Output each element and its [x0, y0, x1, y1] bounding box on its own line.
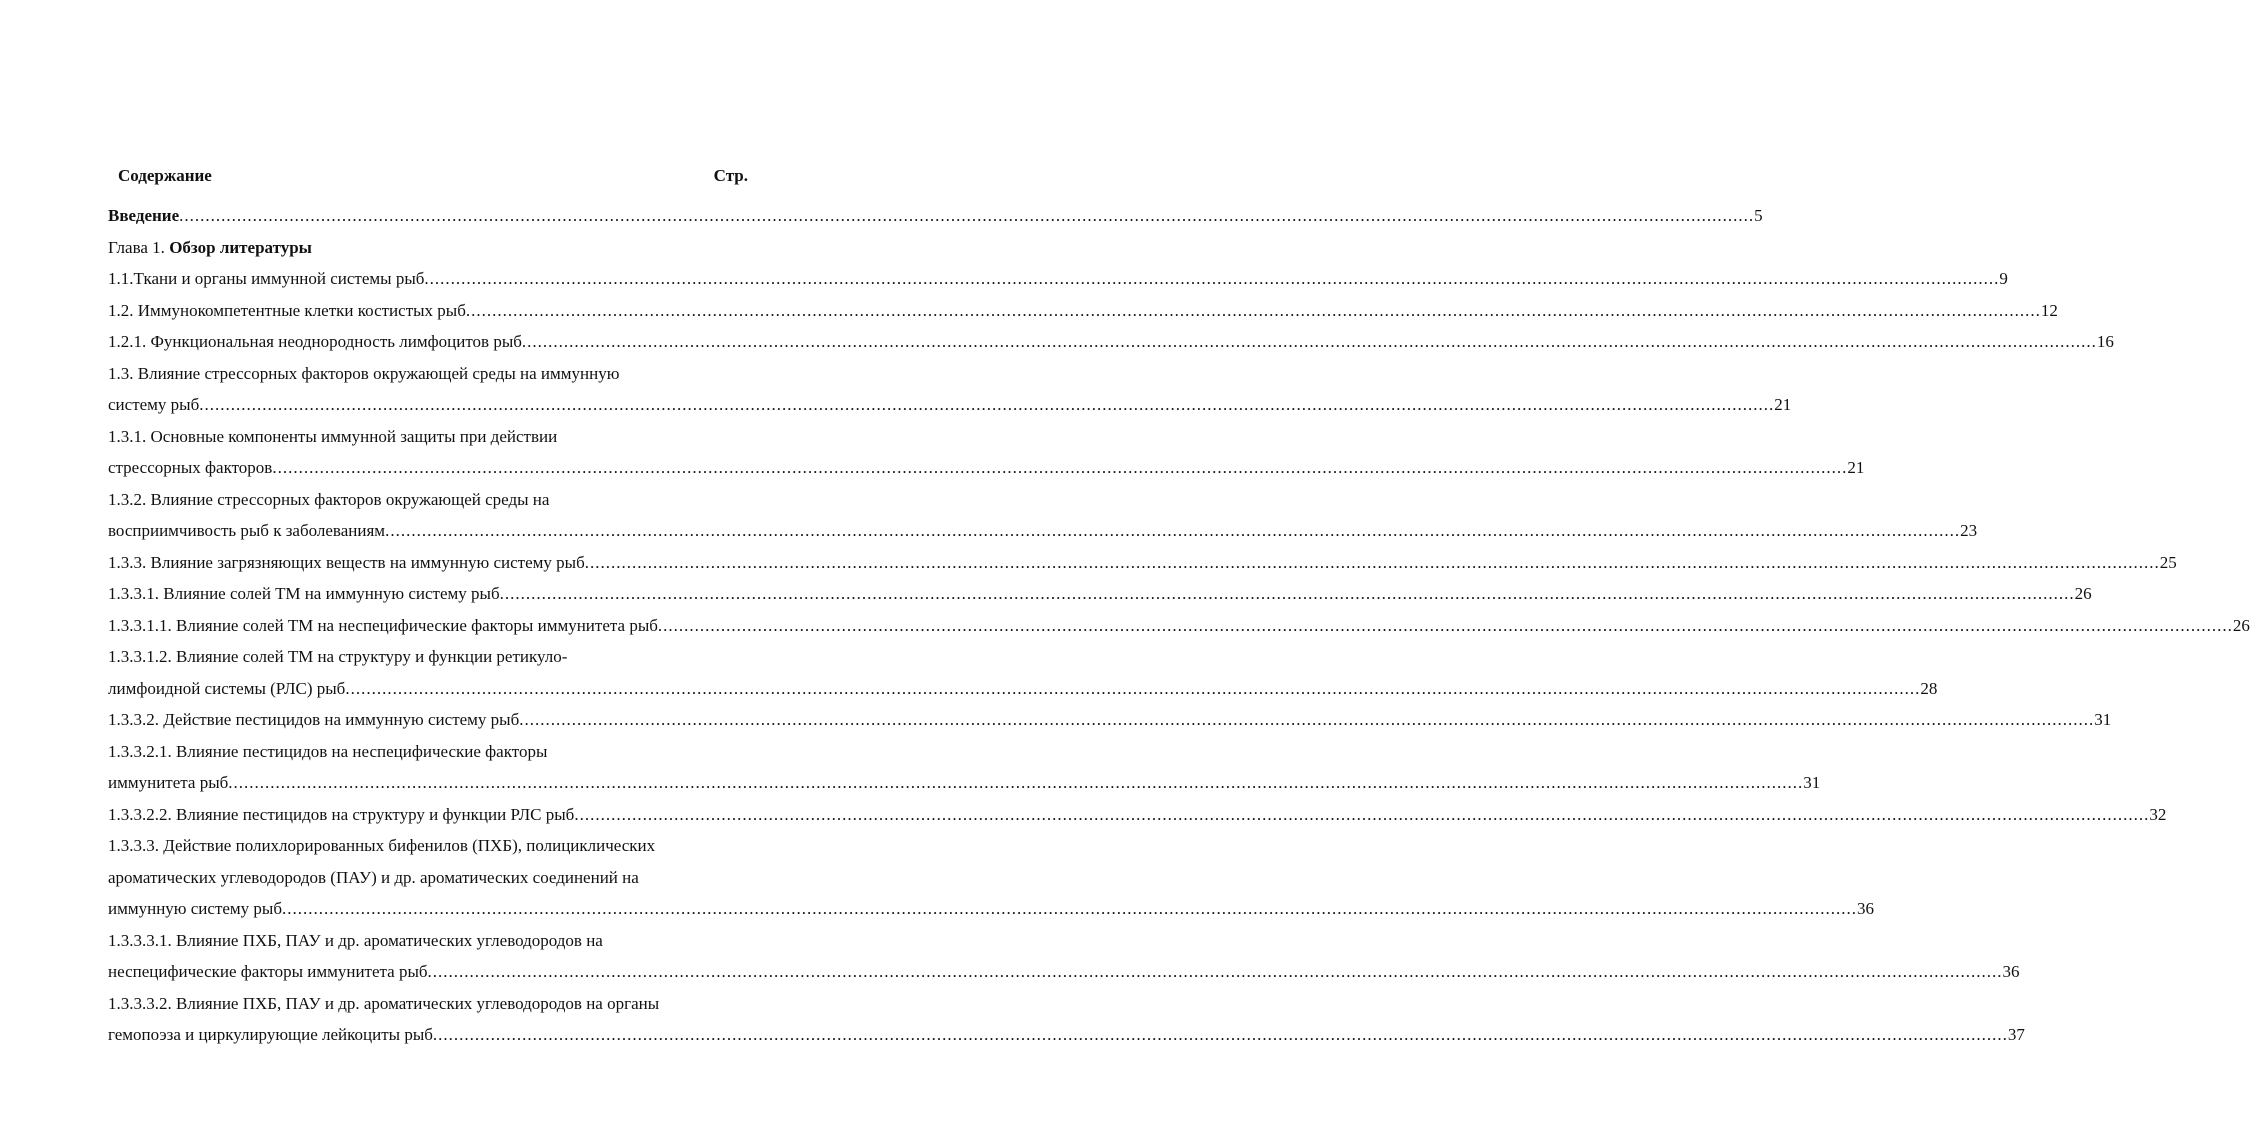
dot-leader: ............................................................................................................................................................................................................................................................................................................	[282, 899, 1858, 918]
dot-leader: ............................................................................................................................................................................................................................................................................................................	[179, 206, 1755, 225]
dot-leader: ............................................................................................................................................................................................................................................................................................................	[499, 584, 2075, 603]
toc-entry-text: 1.3.3.1.1. Влияние солей ТМ на неспецифические факторы иммунитета рыб	[108, 615, 658, 635]
chapter-title: Обзор литературы	[169, 237, 312, 257]
toc-entry	[108, 767, 1821, 799]
toc-entry-text: неспецифические факторы иммунитета рыб	[108, 962, 428, 981]
dot-leader: ............................................................................................................................................................................................................................................................................................................	[432, 1025, 2008, 1044]
toc-entry-text: восприимчивость рыб к заболеваниям	[108, 521, 386, 540]
toc-title: Содержание	[118, 166, 212, 185]
toc-entry	[108, 295, 2058, 327]
toc-entry	[108, 673, 1938, 705]
toc-entry	[108, 862, 750, 894]
toc-entry-text: стрессорных факторов	[108, 458, 273, 477]
toc-entry-text: 1.3.3.2.2. Влияние пестицидов на структуру и функции РЛС рыб	[108, 804, 575, 824]
toc-entry-page: 28	[1920, 678, 1938, 698]
toc-entry	[108, 389, 1792, 421]
toc-entry	[108, 925, 750, 957]
toc-entry-text: 1.3.3.1.2. Влияние солей ТМ на структуру и функции ретикуло-	[108, 647, 568, 666]
dot-leader: ............................................................................................................................................................................................................................................................................................................	[424, 269, 2000, 288]
toc-entry-text: 1.2.1. Функциональная неоднородность лимфоцитов рыб	[108, 332, 522, 351]
toc-entry-page: 16	[2096, 332, 2114, 351]
toc-entry	[108, 736, 750, 768]
toc-header	[118, 166, 748, 192]
toc-entry-page: 31	[1803, 773, 1821, 792]
dot-leader: ............................................................................................................................................................................................................................................................................................................	[199, 395, 1775, 414]
toc-entry-text: 1.3.3. Влияние загрязняющих веществ на иммунную систему рыб	[108, 552, 585, 572]
toc-entry	[108, 641, 750, 673]
toc-entry	[108, 484, 750, 516]
toc-entry	[108, 893, 1875, 925]
toc-entry	[108, 263, 2008, 295]
table-of-contents	[108, 200, 2250, 1051]
toc-entry	[108, 956, 2020, 988]
toc-entry	[108, 326, 2114, 358]
toc-entry	[108, 547, 2177, 579]
toc-entry	[108, 578, 2092, 610]
toc-entry-page: 25	[2159, 552, 2177, 572]
toc-entry	[108, 358, 750, 390]
toc-entry-page: 21	[1774, 395, 1792, 414]
toc-entry-page: 26	[2074, 584, 2092, 603]
toc-entry-text: ароматических углеводородов (ПАУ) и др. ароматических соединений на	[108, 867, 639, 887]
toc-entry-page: 37	[2007, 1025, 2025, 1044]
dot-leader: ............................................................................................................................................................................................................................................................................................................	[385, 521, 1961, 540]
toc-entry-text: систему рыб	[108, 395, 200, 414]
toc-entry-text: Введение	[108, 206, 180, 225]
toc-entry-text: 1.3.3.2. Действие пестицидов на иммунную систему рыб	[108, 710, 520, 729]
toc-entry	[108, 704, 2112, 736]
toc-entry	[108, 1019, 2025, 1051]
chapter-prefix: Глава 1.	[108, 237, 170, 257]
toc-entry-page: 26	[2232, 615, 2250, 635]
toc-entry-text: 1.3.3.2.1. Влияние пестицидов на неспецифические факторы	[108, 741, 548, 761]
dot-leader: ............................................................................................................................................................................................................................................................................................................	[465, 300, 2041, 320]
toc-entry-text: лимфоидной системы (РЛС) рыб	[108, 678, 346, 698]
toc-entry-text: 1.3.2. Влияние стрессорных факторов окружающей среды на	[108, 489, 550, 509]
toc-entry-page: 12	[2040, 300, 2058, 320]
toc-entry	[108, 232, 750, 264]
toc-entry-page: 9	[1999, 269, 2008, 288]
dot-leader: ............................................................................................................................................................................................................................................................................................................	[345, 678, 1921, 698]
toc-entry	[108, 830, 750, 862]
toc-entry-text: 1.3. Влияние стрессорных факторов окружающей среды на иммунную	[108, 363, 620, 383]
toc-entry-page: 36	[2002, 962, 2020, 981]
dot-leader: ............................................................................................................................................................................................................................................................................................................	[272, 458, 1848, 477]
toc-entry	[108, 452, 1865, 484]
toc-entry	[108, 610, 2250, 642]
toc-entry-text: 1.3.3.3.1. Влияние ПХБ, ПАУ и др. ароматических углеводородов на	[108, 930, 603, 950]
toc-entry-text: 1.3.3.3.2. Влияние ПХБ, ПАУ и др. ароматических углеводородов на органы	[108, 993, 660, 1013]
toc-entry	[108, 200, 1763, 232]
dot-leader: ............................................................................................................................................................................................................................................................................................................	[574, 804, 2150, 824]
toc-entry-text: 1.3.3.1. Влияние солей ТМ на иммунную систему рыб	[108, 584, 500, 603]
dot-leader: ............................................................................................................................................................................................................................................................................................................	[521, 332, 2097, 351]
toc-entry-text: 1.2. Иммунокомпетентные клетки костистых рыб	[108, 300, 466, 320]
toc-entry-page: 5	[1754, 206, 1763, 225]
toc-entry-page: 21	[1847, 458, 1865, 477]
toc-entry-text: гемопоэза и циркулирующие лейкоциты рыб	[108, 1025, 433, 1044]
toc-entry-text: 1.3.3.3. Действие полихлорированных бифенилов (ПХБ), полициклических	[108, 836, 656, 855]
toc-entry-text: иммунную систему рыб	[108, 899, 283, 918]
toc-entry	[108, 515, 1978, 547]
toc-entry-page: 36	[1857, 899, 1875, 918]
toc-entry-text: 1.3.1. Основные компоненты иммунной защиты при действии	[108, 426, 558, 446]
dot-leader: ............................................................................................................................................................................................................................................................................................................	[657, 615, 2233, 635]
toc-entry	[108, 988, 750, 1020]
dot-leader: ............................................................................................................................................................................................................................................................................................................	[427, 962, 2003, 981]
toc-entry-page: 23	[1960, 521, 1978, 540]
toc-entry-text: иммунитета рыб	[108, 773, 229, 792]
toc-entry	[108, 799, 2167, 831]
toc-entry-page: 32	[2149, 804, 2167, 824]
toc-entry-text: 1.1.Ткани и органы иммунной системы рыб	[108, 269, 425, 288]
toc-entry-page: 31	[2094, 710, 2112, 729]
toc-entry	[108, 421, 750, 453]
dot-leader: ............................................................................................................................................................................................................................................................................................................	[584, 552, 2160, 572]
dot-leader: ............................................................................................................................................................................................................................................................................................................	[228, 773, 1804, 792]
dot-leader: ............................................................................................................................................................................................................................................................................................................	[519, 710, 2095, 729]
page-column-label: Стр.	[713, 166, 748, 185]
